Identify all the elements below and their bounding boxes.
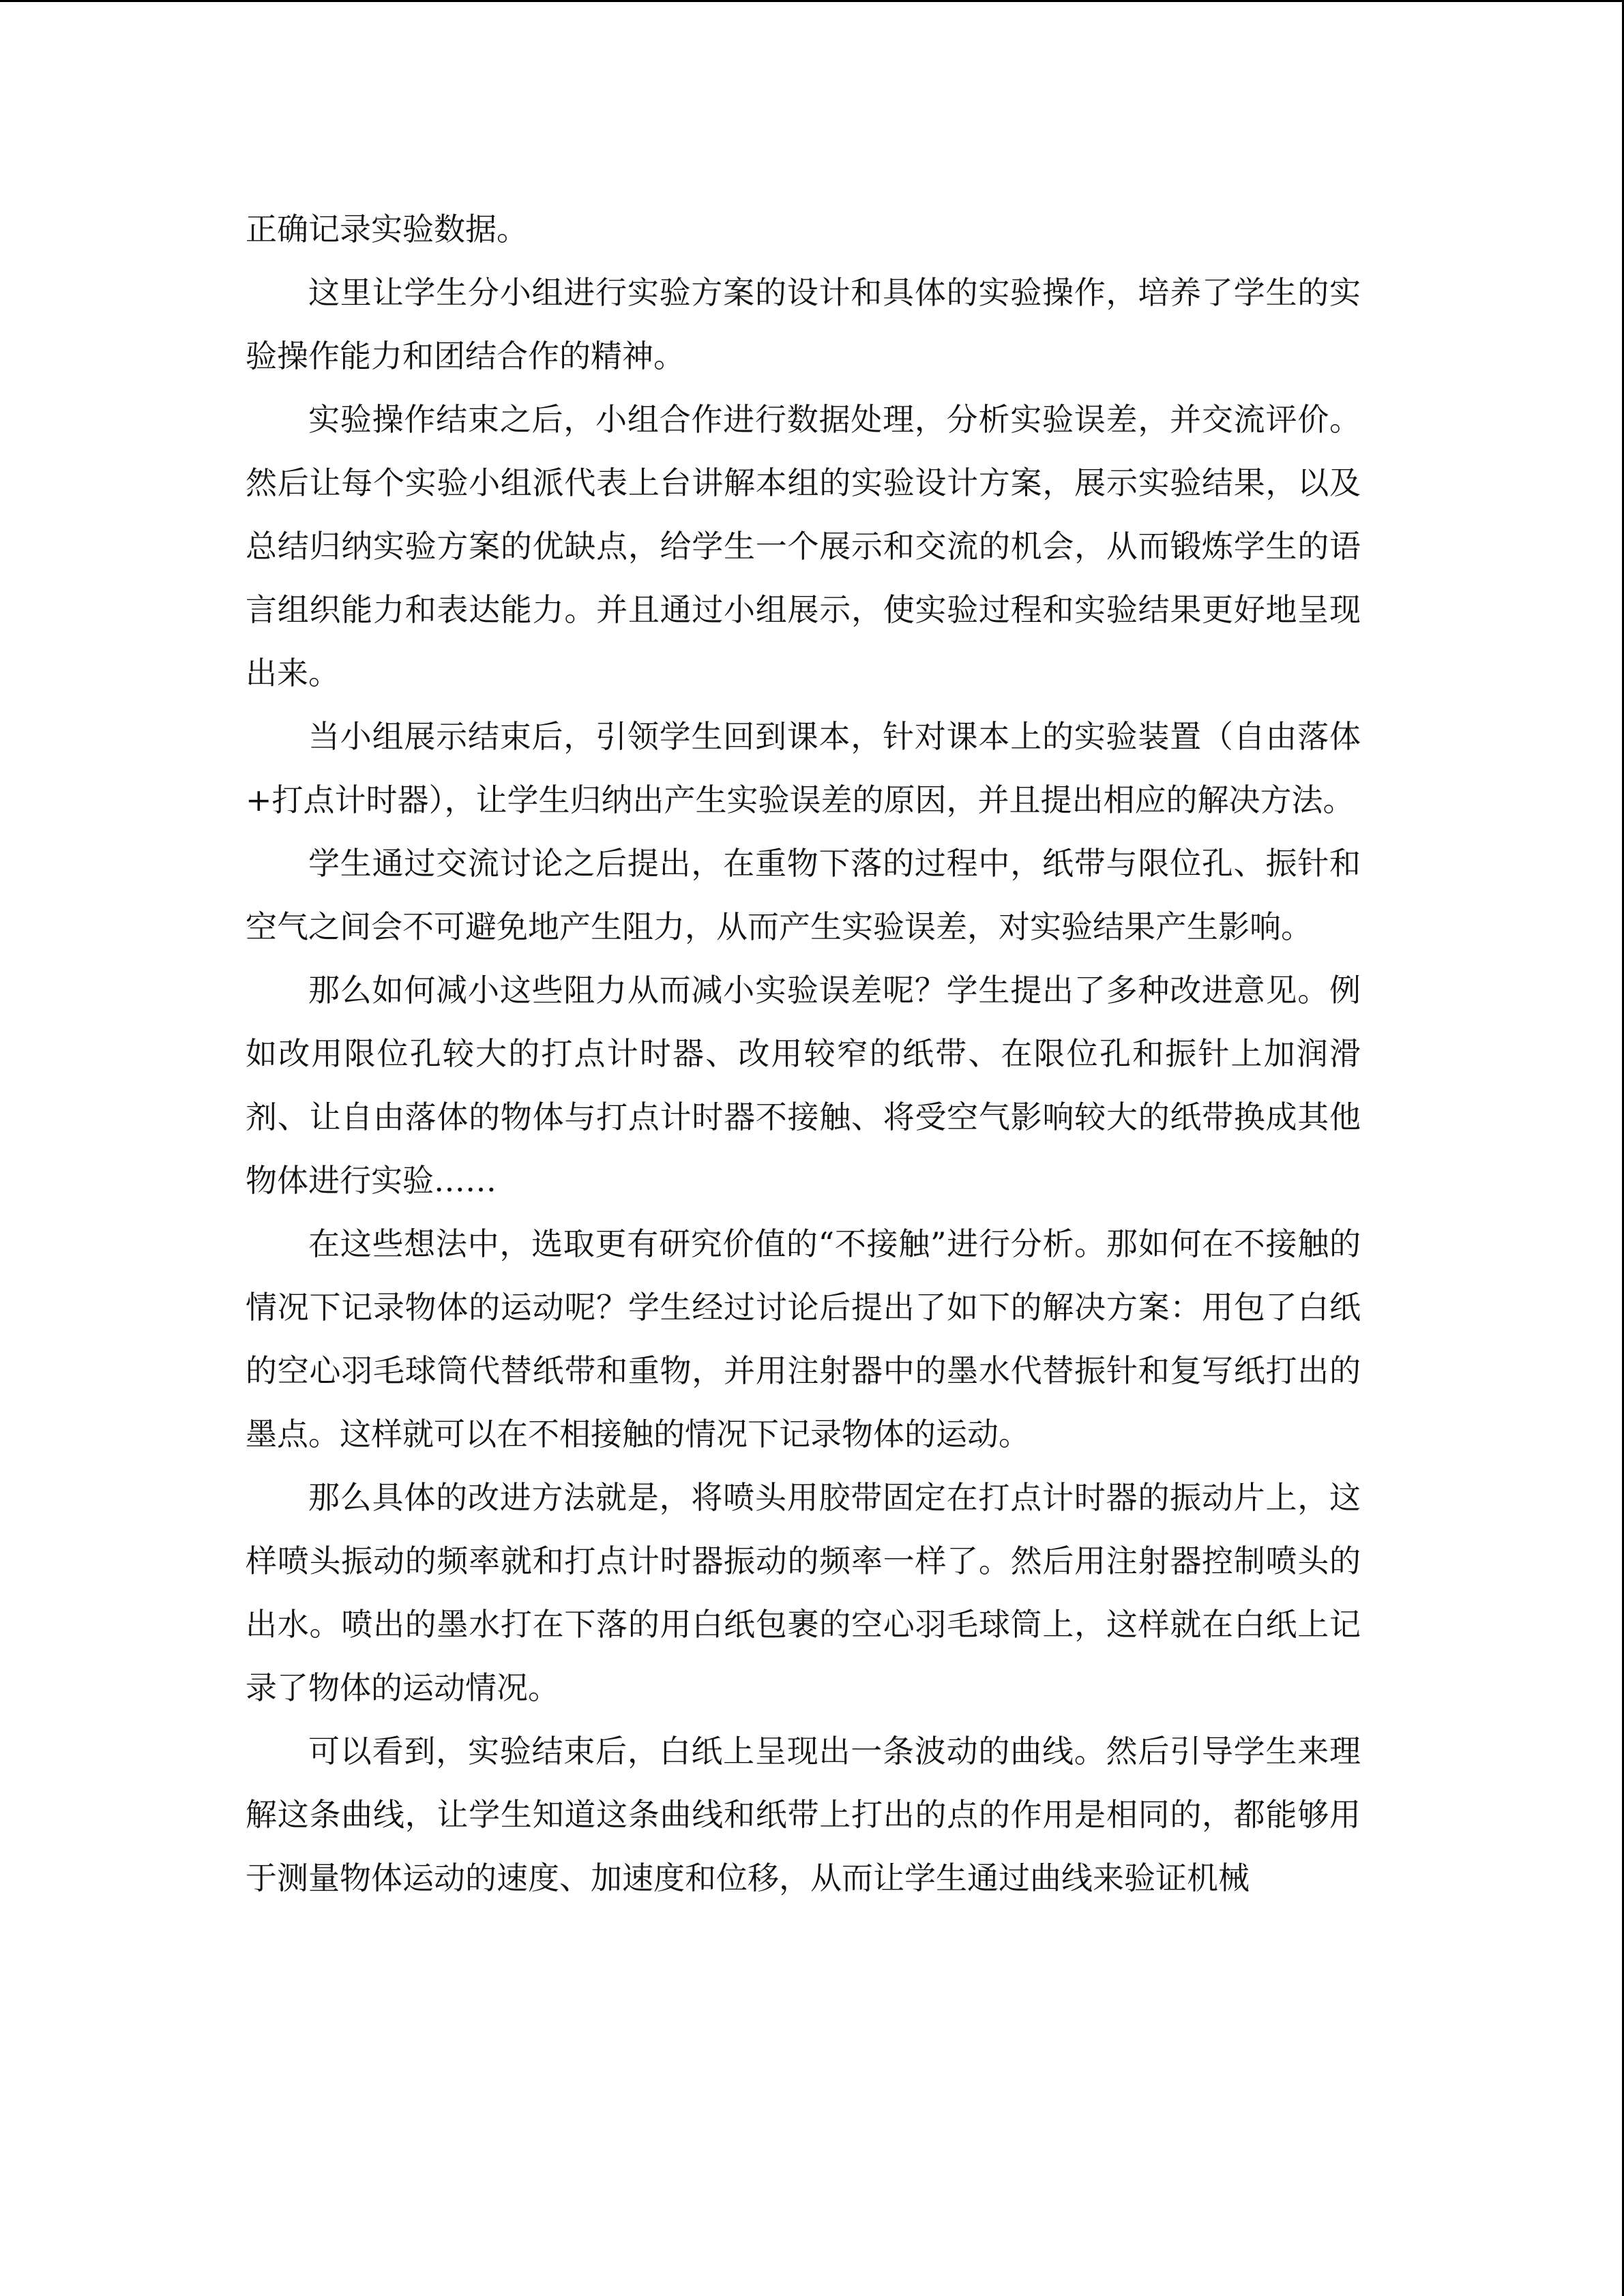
page-top-border — [0, 0, 1624, 2]
paragraph-3: 实验操作结束之后，小组合作进行数据处理，分析实验误差，并交流评价。然后让每个实验小组派代表上台讲解本组的实验设计方案，展示实验结果，以及总结归纳实验方案的优缺点，给学生一个展示和交流的机会，从而锻炼学生的语言组织能力和表达能力。并且通过小组展示，使实验过程和实验结果更好地呈现出来。 — [246, 401, 1361, 691]
document-body — [246, 198, 1361, 1910]
paragraph-6: 那么如何减小这些阻力从而减小实验误差呢？学生提出了多种改进意见。例如改用限位孔较大的打点计时器、改用较窄的纸带、在限位孔和振针上加润滑剂、让自由落体的物体与打点计时器不接触、将受空气影响较大的纸带换成其他物体进行实验…… — [246, 972, 1361, 1199]
paragraph-2: 这里让学生分小组进行实验方案的设计和具体的实验操作，培养了学生的实验操作能力和团结合作的精神。 — [246, 274, 1361, 374]
paragraph-5: 学生通过交流讨论之后提出，在重物下落的过程中，纸带与限位孔、振针和空气之间会不可避免地产生阻力，从而产生实验误差，对实验结果产生影响。 — [246, 845, 1361, 945]
paragraph-8: 那么具体的改进方法就是，将喷头用胶带固定在打点计时器的振动片上，这样喷头振动的频率就和打点计时器振动的频率一样了。然后用注射器控制喷头的出水。喷出的墨水打在下落的用白纸包裹的空心羽毛球筒上，这样就在白纸上记录了物体的运动情况。 — [246, 1479, 1361, 1706]
paragraph-4: 当小组展示结束后，引领学生回到课本，针对课本上的实验装置（自由落体+打点计时器），让学生归纳出产生实验误差的原因，并且提出相应的解决方法。 — [246, 718, 1361, 818]
paragraph-1: 正确记录实验数据。 — [246, 211, 528, 248]
paragraph-7: 在这些想法中，选取更有研究价值的“不接触”进行分析。那如何在不接触的情况下记录物体的运动呢？学生经过讨论后提出了如下的解决方案：用包了白纸的空心羽毛球筒代替纸带和重物，并用注射器中的墨水代替振针和复写纸打出的墨点。这样就可以在不相接触的情况下记录物体的运动。 — [246, 1225, 1361, 1452]
paragraph-9: 可以看到，实验结束后，白纸上呈现出一条波动的曲线。然后引导学生来理解这条曲线，让学生知道这条曲线和纸带上打出的点的作用是相同的，都能够用于测量物体运动的速度、加速度和位移，从而让学生通过曲线来验证机械 — [246, 1733, 1361, 1896]
